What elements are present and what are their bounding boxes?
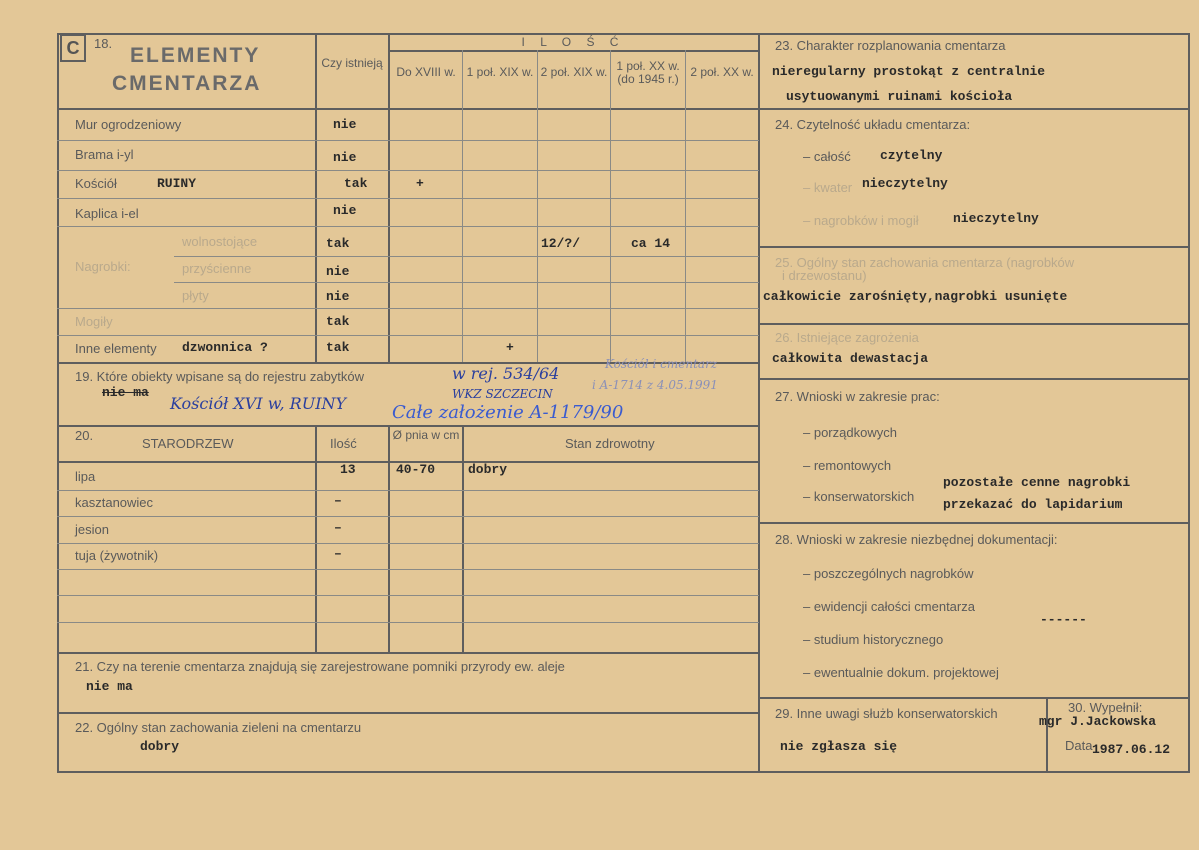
section-18-number: 18.	[94, 36, 113, 51]
tree-ilosc-jesion: –	[334, 520, 342, 535]
row-line	[57, 595, 759, 596]
divider-20	[57, 425, 759, 427]
row-value-przyscienne: nie	[326, 264, 350, 279]
q27-item-konserwatorskich: – konserwatorskich	[803, 489, 915, 504]
row-line	[57, 308, 759, 309]
tree-col-pnia	[388, 425, 390, 653]
row-value-kaplica: nie	[333, 203, 357, 218]
q22-answer: dobry	[140, 739, 180, 754]
q19-handwriting-register-2: i A-1714 z 4.05.1991	[592, 378, 718, 392]
row-20a-wolnostojace: ca 14	[631, 236, 671, 251]
section-18-title-2: CMENTARZA	[112, 72, 262, 95]
q24-item-calosc: – całość	[803, 149, 851, 164]
q20-header-pnia: Ø pnia w cm	[392, 428, 460, 442]
q19-handwriting-calosc: Całe założenie A-1179/90	[392, 402, 624, 423]
nagrobki-label: Nagrobki:	[75, 259, 131, 274]
q27-answer-line-2: przekazać do lapidarium	[943, 497, 1123, 512]
row-extra-kosciol: RUINY	[157, 176, 197, 191]
tree-name-lipa: lipa	[75, 469, 96, 484]
q26-label: 26. Istniejące zagrożenia	[775, 330, 919, 345]
q28-label: 28. Wnioski w zakresie niezbędnej dokumentacji:	[775, 532, 1058, 547]
q25-label-1: 25. Ogólny stan zachowania cmentarza (nagrobków	[775, 255, 1075, 270]
row-extra-inne: dzwonnica ?	[182, 340, 268, 355]
q27-answer-line-1: pozostałe cenne nagrobki	[943, 475, 1131, 490]
q24-value-calosc: czytelny	[880, 148, 943, 163]
q19-handwriting-wkz: WKZ SZCZECIN	[452, 387, 553, 401]
q30-date-label: Data	[1065, 738, 1093, 753]
q19-handwriting-kosciol: Kościół XVI w, RUINY	[170, 394, 347, 413]
tree-col-ilosc	[315, 425, 317, 653]
row-value-brama: nie	[333, 150, 357, 165]
q21-label: 21. Czy na terenie cmentarza znajdują się zarejestrowane pomniki przyrody ew. aleje	[75, 659, 565, 674]
divider-22	[57, 712, 759, 714]
divider-23	[758, 108, 1189, 110]
q28-item-ewidencji: – ewidencji całości cmentarza	[803, 599, 975, 614]
row-line	[57, 543, 759, 544]
row-line	[57, 140, 759, 141]
row-line	[57, 170, 759, 171]
divider-table-header	[57, 108, 759, 110]
q20-header-ilosc: Ilość	[330, 436, 357, 451]
row-19b-wolnostojace: 12/?/	[541, 236, 581, 251]
divider-21	[57, 652, 759, 654]
header-czy-istnieja: Czy istnieją	[321, 56, 383, 70]
row-line	[57, 569, 759, 570]
row-label-kaplica: Kaplica i-el	[75, 206, 139, 221]
row-value-inne: tak	[326, 340, 350, 355]
row-label-kosciol: Kościół	[75, 176, 117, 191]
col-20b	[685, 50, 686, 362]
row-value-mogily: tak	[326, 314, 350, 329]
q24-item-kwater: – kwater	[803, 180, 853, 195]
q19-handwriting-note: Kościół i cmentarz	[605, 357, 718, 371]
q30-label: 30. Wypełnił:	[1068, 700, 1143, 715]
q24-value-nagrobkow: nieczytelny	[953, 211, 1039, 226]
q28-dash: ------	[1040, 612, 1087, 627]
col-20a	[610, 50, 611, 362]
row-label-wolnostojace: wolnostojące	[182, 234, 258, 249]
q20-header-stan: Stan zdrowotny	[565, 436, 655, 451]
q21-answer: nie ma	[86, 679, 133, 694]
row-19a-inne: +	[506, 340, 514, 355]
header-ilosc: I L O Ś Ć	[521, 35, 625, 49]
q27-label: 27. Wnioski w zakresie prac:	[775, 389, 940, 404]
row-line	[57, 198, 759, 199]
q29-answer: nie zgłasza się	[780, 739, 898, 754]
q25-label-2: i drzewostanu)	[782, 268, 867, 283]
divider-26	[758, 378, 1189, 380]
q19-label: 19. Które obiekty wpisane są do rejestru zabytków	[75, 369, 365, 384]
row-line	[174, 282, 759, 283]
q23-answer-line-1: nieregularny prostokąt z centralnie	[772, 64, 1046, 79]
ilosc-underline	[388, 50, 759, 52]
q24-label: 24. Czytelność układu cmentarza:	[775, 117, 971, 132]
q28-item-projektowej: – ewentualnie dokum. projektowej	[803, 665, 999, 680]
tree-ilosc-lipa: 13	[340, 462, 356, 477]
section-c-box: C	[60, 34, 86, 62]
row-value-mur: nie	[333, 117, 357, 132]
row-line	[174, 256, 759, 257]
row-label-plyty: płyty	[182, 288, 209, 303]
q28-item-studium: – studium historycznego	[803, 632, 944, 647]
tree-ilosc-kasztanowiec: –	[334, 493, 342, 508]
row-line	[57, 622, 759, 623]
row-label-przyscienne: przyścienne	[182, 261, 252, 276]
divider-28	[758, 697, 1189, 699]
q22-label: 22. Ogólny stan zachowania zieleni na cmentarzu	[75, 720, 362, 735]
q20-number: 20.	[75, 428, 94, 443]
col-19b	[537, 50, 538, 362]
frame-middle	[758, 33, 760, 773]
row-label-mogily: Mogiły	[75, 314, 113, 329]
q27-item-remontowych: – remontowych	[803, 458, 892, 473]
tree-stan-lipa: dobry	[468, 462, 508, 477]
divider-29-30	[1046, 697, 1048, 772]
frame-left	[57, 33, 59, 773]
q20-title: STARODRZEW	[142, 436, 234, 451]
row-do18-kosciol: +	[416, 176, 424, 191]
header-19b: 2 poł. XIX w.	[540, 65, 608, 79]
col-19a	[462, 50, 463, 362]
q19-typed-answer: nie ma	[102, 385, 149, 400]
divider-25	[758, 323, 1189, 325]
row-label-brama: Brama i-yl	[75, 147, 134, 162]
row-value-wolnostojace: tak	[326, 236, 350, 251]
tree-name-jesion: jesion	[75, 522, 109, 537]
q19-handwriting-register: w rej. 534/64	[452, 364, 560, 383]
q27-item-porzadkowych: – porządkowych	[803, 425, 897, 440]
q29-label: 29. Inne uwagi służb konserwatorskich	[775, 706, 998, 721]
q23-label: 23. Charakter rozplanowania cmentarza	[775, 38, 1006, 53]
q30-name: mgr J.Jackowska	[1039, 714, 1157, 729]
row-line	[57, 516, 759, 517]
q30-date: 1987.06.12	[1092, 742, 1171, 757]
row-line	[57, 490, 759, 491]
q24-value-kwater: nieczytelny	[862, 176, 948, 191]
tree-pnia-lipa: 40-70	[396, 462, 436, 477]
q26-answer: całkowita dewastacja	[772, 351, 929, 366]
tree-ilosc-tuja: –	[334, 546, 342, 561]
tree-name-kasztanowiec: kasztanowiec	[75, 495, 154, 510]
tree-col-stan	[462, 425, 464, 653]
row-label-mur: Mur ogrodzeniowy	[75, 117, 182, 132]
frame-right	[1188, 33, 1190, 773]
tree-name-tuja: tuja (żywotnik)	[75, 548, 159, 563]
row-line	[57, 335, 759, 336]
q25-answer: całkowicie zarośnięty,nagrobki usunięte	[763, 289, 1068, 304]
q28-item-nagrobkow: – poszczególnych nagrobków	[803, 566, 974, 581]
q24-item-nagrobkow: – nagrobków i mogił	[803, 213, 919, 228]
header-20a: 1 poł. XX w. (do 1945 r.)	[616, 59, 680, 86]
frame-bottom	[57, 771, 1190, 773]
section-18-title-1: ELEMENTY	[130, 44, 261, 67]
row-label-inne: Inne elementy	[75, 341, 157, 356]
row-line	[57, 226, 759, 227]
header-do-18: Do XVIII w.	[396, 65, 456, 79]
row-value-kosciol: tak	[344, 176, 368, 191]
q23-answer-line-2: usytuowanymi ruinami kościoła	[786, 89, 1013, 104]
divider-27	[758, 522, 1189, 524]
divider-24	[758, 246, 1189, 248]
row-value-plyty: nie	[326, 289, 350, 304]
header-19a: 1 poł. XIX w.	[466, 65, 534, 79]
header-20b: 2 poł. XX w.	[690, 65, 754, 79]
